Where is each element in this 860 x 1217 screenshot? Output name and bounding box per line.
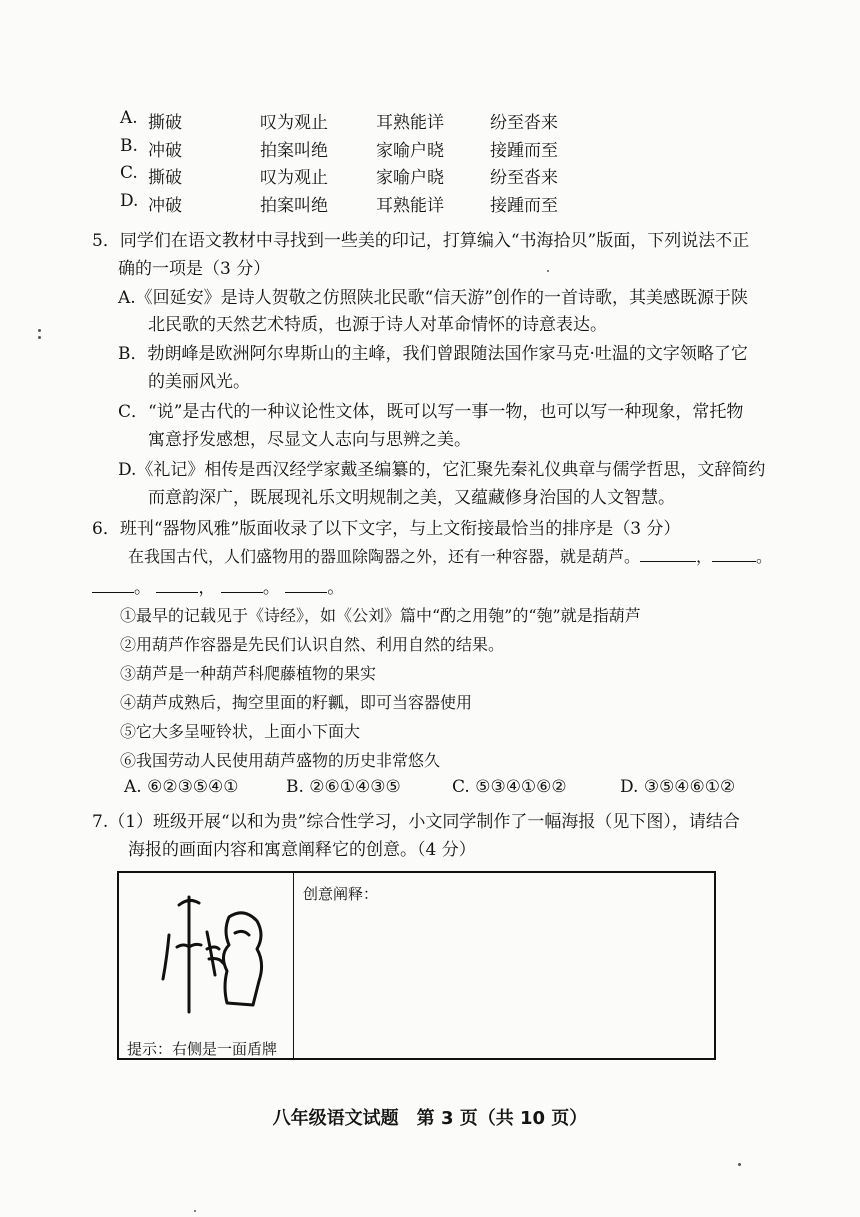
q6-sentence-5: ⑤它大多呈哑铃状，上面小下面大	[120, 722, 361, 741]
blank-5[interactable]	[221, 578, 263, 593]
scan-speck	[38, 329, 41, 332]
q6-stem: 6．班刊“器物风雅”版面收录了以下文字，与上文衔接最恰当的排序是（3 分）	[92, 519, 681, 539]
answer-writing-area[interactable]	[299, 907, 709, 1055]
page-footer: 八年级语文试题 第 3 页（共 10 页）	[272, 1108, 588, 1129]
q5-option-d-line1: D.《礼记》相传是西汉经学家戴圣编纂的，它汇聚先秦礼仪典章与儒学哲思，文辞简约	[118, 460, 766, 480]
q6-blank-line: 。 ， 。 。	[92, 573, 344, 598]
q6-option-c: C. ⑤③④①⑥②	[452, 777, 567, 797]
q5-stem-line2: 确的一项是（3 分）	[118, 259, 271, 279]
q5-option-b-line2: 的美丽风光。	[148, 372, 250, 392]
q5-option-c-line2: 寓意抒发感想，尽显文人志向与思辨之美。	[148, 430, 471, 450]
q5-option-c-line1: C．“说”是古代的一种议论性文体，既可以写一事一物，也可以写一种现象，常托物	[118, 402, 744, 422]
q6-passage-text: 在我国古代，人们盛物用的器皿除陶器之外，还有一种容器，就是葫芦。	[128, 547, 641, 566]
q7-stem-line2: 海报的画面内容和寓意阐释它的创意。（4 分）	[128, 840, 476, 860]
q6-sentence-2: ②用葫芦作容器是先民们认识自然、利用自然的结果。	[120, 635, 505, 654]
q6-option-b: B. ②⑥①④③⑤	[286, 777, 401, 797]
q6-sentence-6: ⑥我国劳动人民使用葫芦盛物的历史非常悠久	[120, 751, 441, 770]
q5-stem-line1: 5．同学们在语文教材中寻找到一些美的印记，打算编入“书海拾贝”版面，下列说法不正	[92, 231, 750, 251]
q5-option-a-line1: A.《回延安》是诗人贺敬之仿照陕北民歌“信天游”创作的一首诗歌，其美感既源于陕	[118, 288, 749, 308]
q6-sentence-3: ③葫芦是一种葫芦科爬藤植物的果实	[120, 664, 377, 683]
poster-glyph-illustration	[149, 887, 269, 1022]
poster-hint: 提示：右侧是一面盾牌	[127, 1040, 278, 1058]
creative-explanation-label: 创意阐释：	[303, 885, 379, 903]
scan-speck	[194, 1210, 196, 1212]
scan-speck	[38, 336, 41, 339]
blank-3[interactable]	[92, 578, 134, 593]
box-divider	[293, 873, 294, 1058]
poster-answer-box	[117, 871, 716, 1060]
blank-1[interactable]	[640, 547, 696, 562]
blank-6[interactable]	[285, 578, 327, 593]
scan-speck	[738, 1163, 741, 1166]
q6-sentence-4: ④葫芦成熟后，掏空里面的籽瓤，即可当容器使用	[120, 693, 473, 712]
blank-4[interactable]	[156, 578, 198, 593]
q5-option-b-line1: B．勃朗峰是欧洲阿尔卑斯山的主峰，我们曾跟随法国作家马克·吐温的文字领略了它	[118, 344, 748, 364]
q6-option-d: D. ③⑤④⑥①②	[620, 777, 736, 797]
q6-passage: 在我国古代，人们盛物用的器皿除陶器之外，还有一种容器，就是葫芦。 ， 。	[128, 547, 773, 566]
q5-option-d-line2: 而意韵深广，既展现礼乐文明规制之美，又蕴藏修身治国的人文智慧。	[148, 488, 675, 508]
q6-sentence-1: ①最早的记载见于《诗经》，如《公刘》篇中“酌之用匏”的“匏”就是指葫芦	[120, 606, 641, 625]
blank-2[interactable]	[712, 547, 756, 562]
q7-stem-line1: 7.（1）班级开展“以和为贵”综合性学习，小文同学制作了一幅海报（见下图），请结合	[92, 812, 740, 832]
q5-option-a-line2: 北民歌的天然艺术特质，也源于诗人对革命情怀的诗意表达。	[148, 315, 607, 335]
scan-speck	[547, 270, 549, 272]
q6-option-a: A. ⑥②③⑤④①	[124, 777, 239, 797]
